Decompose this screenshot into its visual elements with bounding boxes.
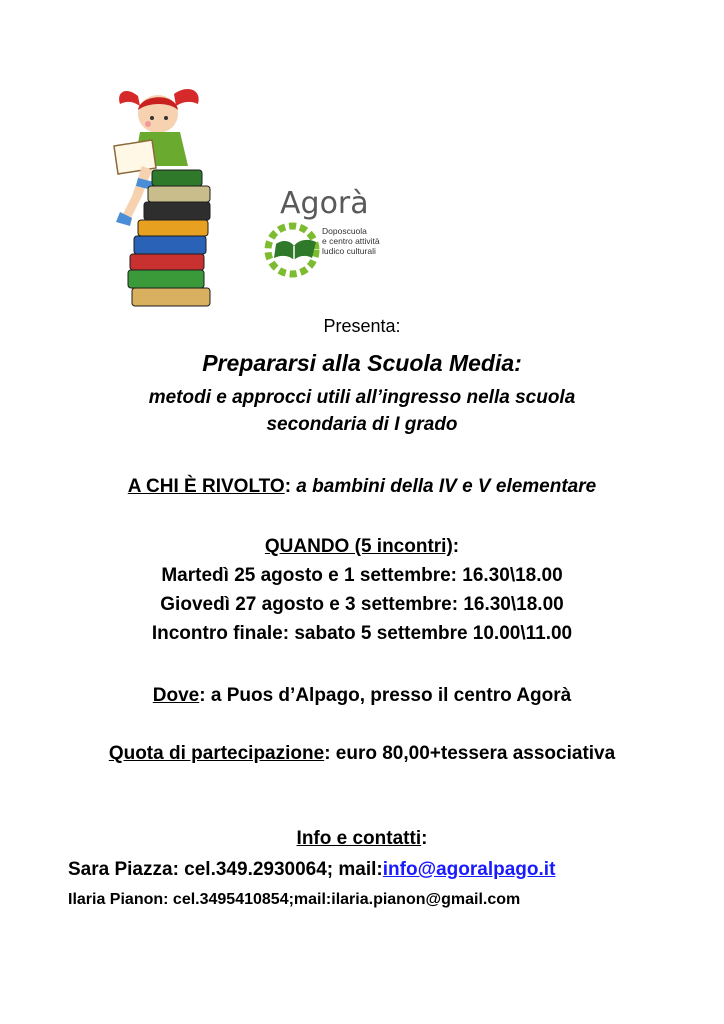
agora-logo <box>262 186 412 286</box>
contacts-heading <box>0 828 724 850</box>
logo-subtitle-line: ludico culturali <box>322 246 376 256</box>
when-heading <box>0 536 724 558</box>
audience-line <box>0 476 724 498</box>
logo-subtitle <box>322 226 380 256</box>
contacts-separator: : <box>421 828 428 849</box>
where-label: Dove <box>152 685 200 706</box>
girl-on-books-illustration <box>108 84 220 310</box>
subtitle-line-1: metodi e approcci utili all’ingresso nella scuola <box>148 387 576 408</box>
schedule-line: Giovedì 27 agosto e 3 settembre: 16.30\18.00 <box>160 594 564 615</box>
fee-label: Quota di partecipazione <box>108 743 325 764</box>
where-line <box>0 685 724 707</box>
schedule-line: Incontro finale: sabato 5 settembre 10.00\11.00 <box>151 623 573 644</box>
pigtail-left <box>119 91 140 106</box>
audience-separator: : <box>284 476 292 497</box>
audience-value: a bambini della IV e V elementare <box>291 476 597 497</box>
page-title: Prepararsi alla Scuola Media: <box>202 350 522 376</box>
when-separator: : <box>452 536 460 557</box>
where-value: : a Puos d’Alpago, presso il centro Agorà <box>199 685 572 706</box>
email-link[interactable]: info@agoralpago.it <box>382 859 556 880</box>
open-book <box>114 140 156 174</box>
intro-text: Presenta: <box>323 316 401 336</box>
logo-subtitle-line: Doposcuola <box>322 226 367 236</box>
fee-value: : euro 80,00+tessera associativa <box>324 743 616 764</box>
logo-subtitle-line: e centro attività <box>322 236 380 246</box>
audience-label: A CHI È RIVOLTO <box>127 476 285 497</box>
logo-title: Agorà <box>280 186 369 221</box>
logo-gear-book-icon <box>262 220 328 282</box>
schedule-line: Martedì 25 agosto e 1 settembre: 16.30\18.00 <box>161 565 563 586</box>
subtitle-line-2: secondaria di I grado <box>266 414 458 435</box>
contact-line-ilaria: Ilaria Pianon: cel.3495410854;mail:ilaria.pianon@gmail.com <box>68 891 521 908</box>
contact-sara-text: Sara Piazza: cel.349.2930064; mail: <box>68 859 383 880</box>
fee-line <box>0 743 724 765</box>
contacts-label: Info e contatti <box>296 828 422 849</box>
contact-line-sara <box>68 859 555 881</box>
pigtail-right <box>174 89 199 106</box>
when-label: QUANDO (5 incontri) <box>264 536 453 557</box>
